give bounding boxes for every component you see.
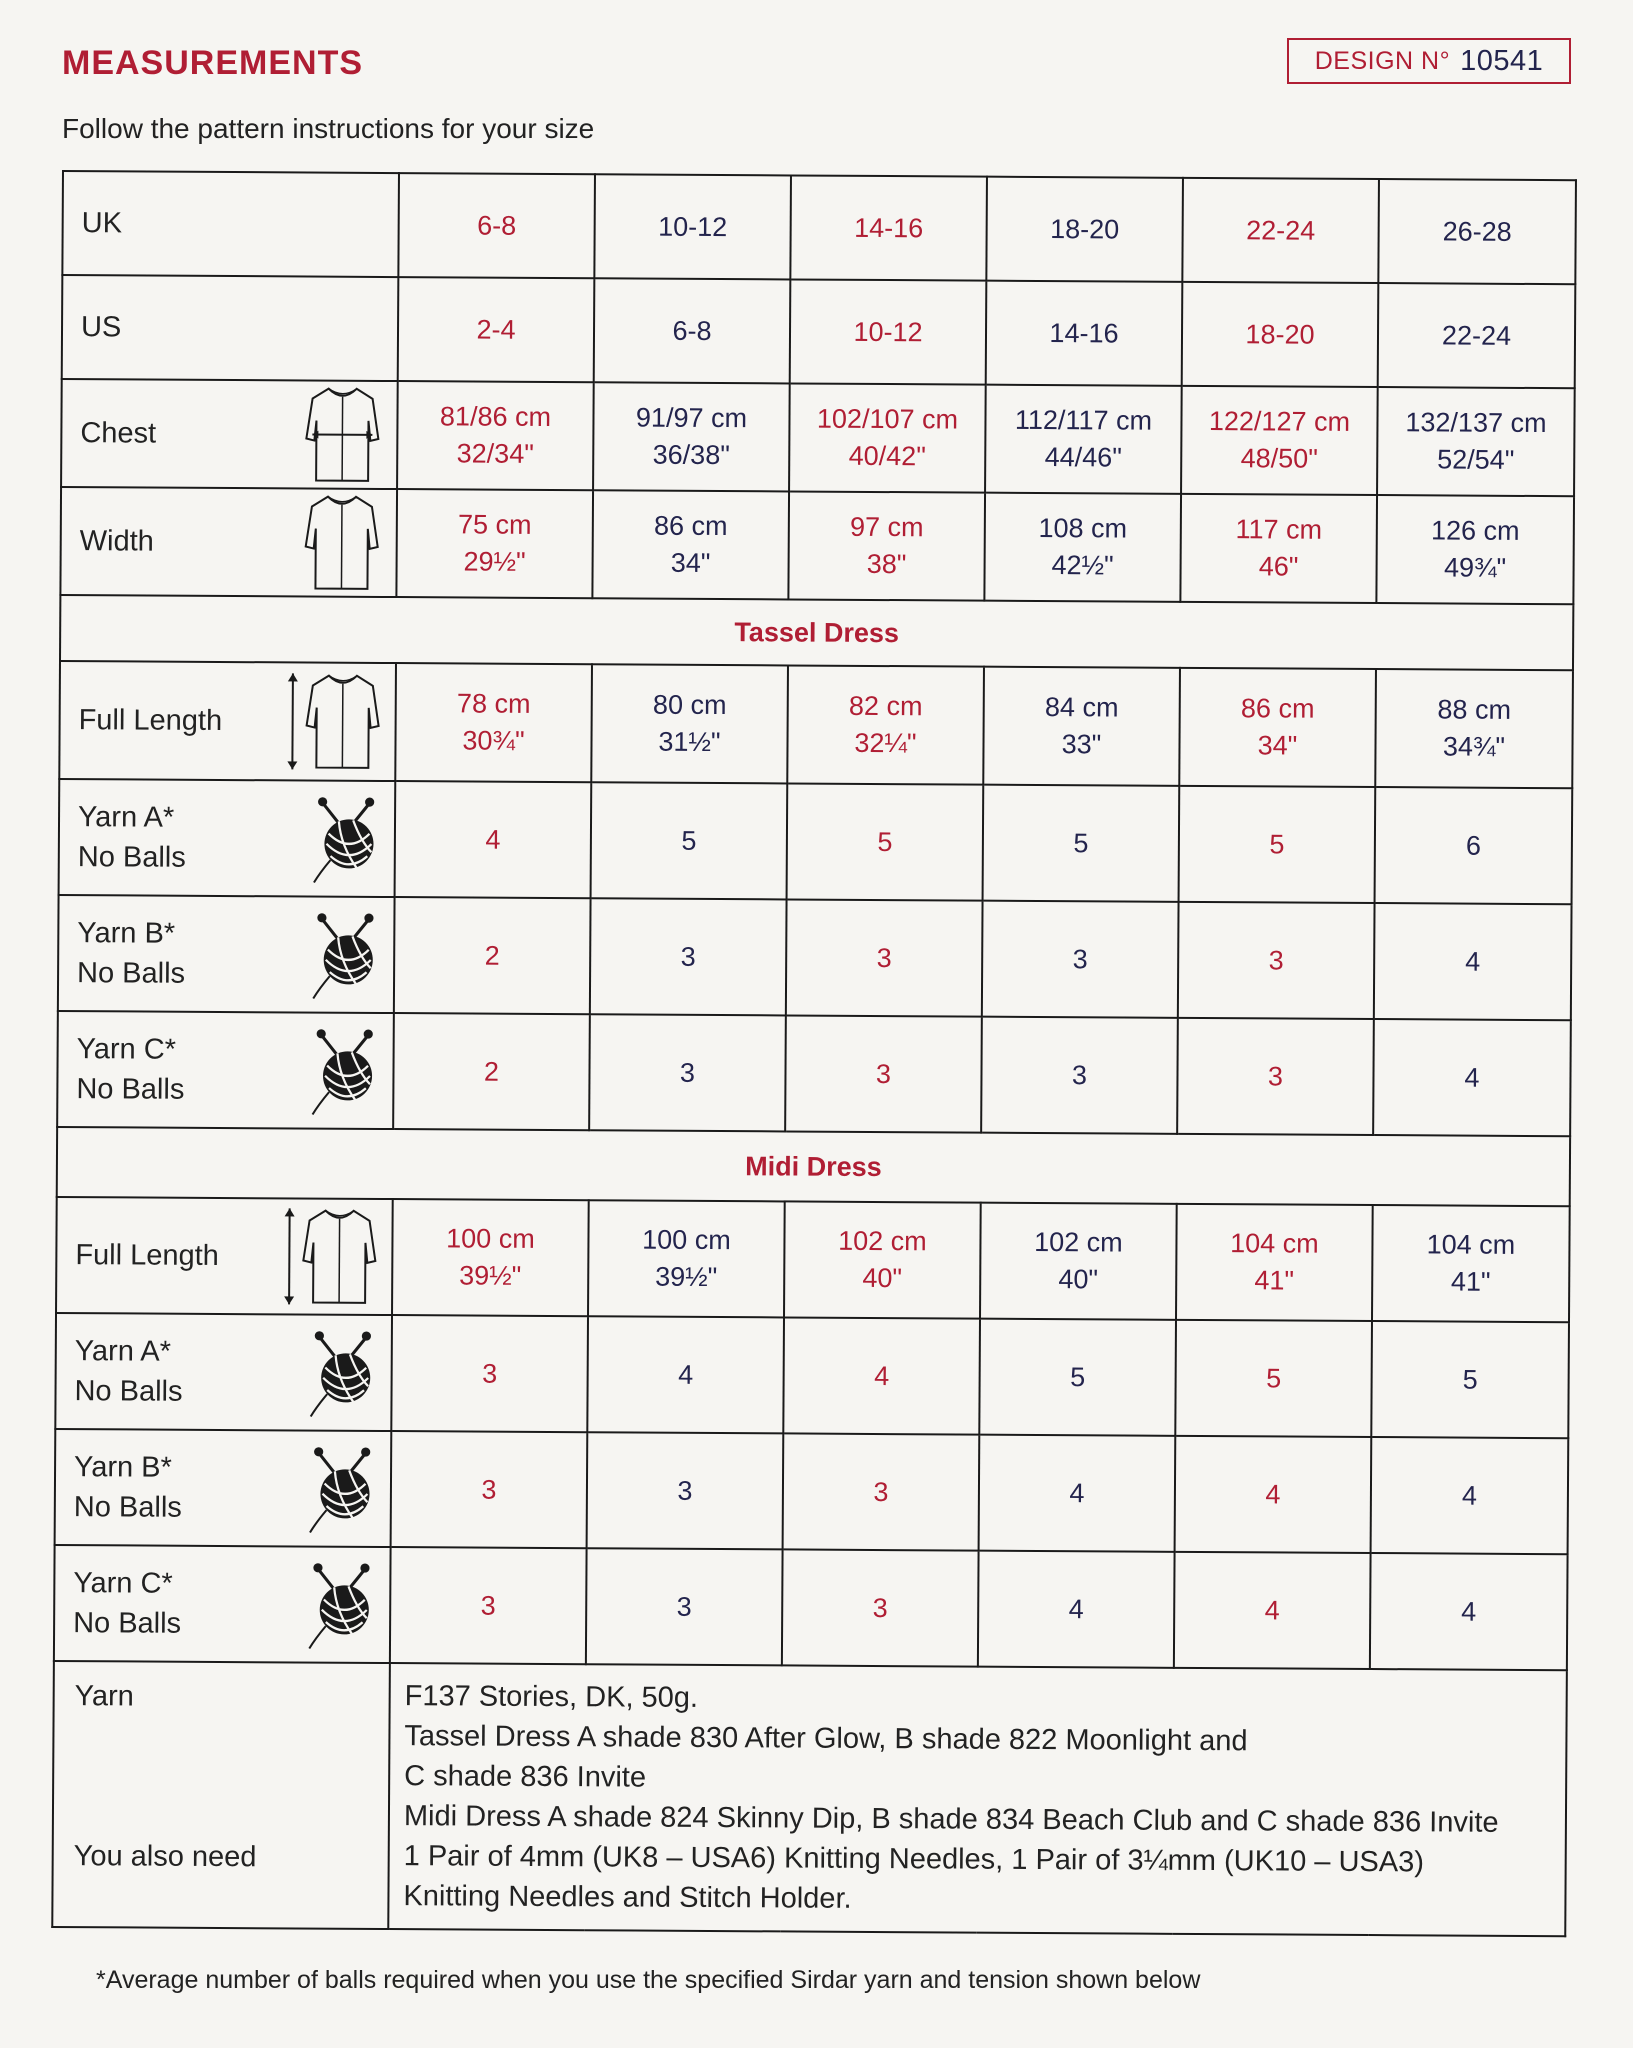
- ball-count-cell: 4: [979, 1435, 1176, 1552]
- yarn-b-label: Yarn B*: [77, 917, 176, 950]
- ball-count-cell: 3: [785, 1015, 982, 1132]
- uk-row: [62, 171, 1576, 284]
- us-size-cell: 10-12: [790, 279, 987, 384]
- tassel-length-cm: 78 cm: [456, 688, 531, 719]
- chest-in: 44/46": [1044, 442, 1122, 473]
- chest-cm: 132/137 cm: [1405, 407, 1547, 439]
- width-cm: 117 cm: [1235, 514, 1323, 545]
- chest-cm: 91/97 cm: [635, 402, 748, 434]
- tassel-length-cm: 84 cm: [1044, 692, 1119, 723]
- ball-count-cell: 2: [394, 897, 591, 1014]
- midi-length-in: 40": [862, 1262, 903, 1294]
- width-garment-icon: [299, 492, 384, 593]
- ball-count-cell: 4: [1174, 1552, 1371, 1669]
- ball-count-cell: 2: [393, 1013, 590, 1130]
- us-size-cell: 14-16: [986, 281, 1183, 386]
- chest-in: 36/38": [652, 439, 730, 471]
- midi-length-label: Full Length: [75, 1239, 219, 1272]
- uk-size-cell: 18-20: [986, 177, 1183, 282]
- length-garment-icon: [279, 1204, 380, 1309]
- tassel-length-cm: 86 cm: [1240, 693, 1315, 724]
- no-balls-label: No Balls: [73, 1491, 182, 1524]
- tassel-dress-heading: Tassel Dress: [60, 595, 1573, 670]
- midi-yarn-c-row: [54, 1545, 1568, 1670]
- tassel-length-label: Full Length: [78, 704, 223, 737]
- midi-length-cm: 100 cm: [446, 1223, 535, 1254]
- no-balls-label: No Balls: [76, 1073, 185, 1106]
- ball-count-cell: 3: [786, 899, 983, 1016]
- midi-length-in: 40": [1058, 1264, 1099, 1295]
- ball-count-cell: 3: [391, 1315, 588, 1432]
- tassel-length-cm: 80 cm: [652, 689, 727, 721]
- also-need-label: You also need: [73, 1840, 257, 1874]
- us-size-cell: 2-4: [398, 277, 595, 382]
- midi-length-cm: 102 cm: [1034, 1226, 1123, 1258]
- ball-count-cell: 3: [783, 1433, 980, 1550]
- midi-length-in: 41": [1450, 1266, 1491, 1297]
- us-size-cell: 18-20: [1182, 282, 1379, 387]
- tassel-yarn-c-row: [57, 1011, 1571, 1136]
- chest-cm: 122/127 cm: [1208, 406, 1351, 437]
- length-garment-icon: [282, 669, 383, 774]
- chest-in: 48/50": [1240, 443, 1318, 474]
- ball-count-cell: 4: [978, 1551, 1175, 1668]
- uk-size-cell: 22-24: [1182, 178, 1379, 283]
- materials-line: Tassel Dress A shade 830 After Glow, B shade 822 Moonlight and: [404, 1720, 1248, 1758]
- ball-count-cell: 3: [782, 1549, 979, 1666]
- tassel-yarn-a-row: [59, 779, 1573, 904]
- midi-length-in: 39½": [655, 1261, 718, 1293]
- midi-section-row: [57, 1127, 1570, 1206]
- ball-count-cell: 3: [589, 1014, 786, 1131]
- chest-cm: 102/107 cm: [816, 403, 959, 435]
- chest-in: 32/34": [456, 438, 534, 469]
- ball-count-cell: 3: [587, 1432, 784, 1549]
- us-label: US: [62, 275, 399, 381]
- ball-count-cell: 4: [1371, 1437, 1569, 1554]
- tassel-length-cm: 82 cm: [848, 690, 923, 722]
- chest-label: Chest: [80, 417, 157, 450]
- no-balls-label: No Balls: [76, 957, 186, 990]
- materials-line: Knitting Needles and Stitch Holder.: [403, 1880, 852, 1915]
- ball-count-cell: 5: [1371, 1321, 1569, 1438]
- yarn-label: Yarn: [74, 1680, 134, 1713]
- tassel-yarn-b-row: [58, 895, 1572, 1020]
- ball-count-cell: 5: [983, 785, 1180, 902]
- no-balls-label: No Balls: [77, 841, 186, 874]
- width-in: 29½": [463, 546, 526, 577]
- tassel-length-in: 34": [1257, 730, 1298, 761]
- yarn-ball-icon: [305, 1559, 378, 1651]
- design-number-box: [1287, 38, 1571, 84]
- tassel-length-row: [59, 661, 1573, 788]
- tassel-length-in: 31½": [658, 726, 721, 758]
- page-title: MEASUREMENTS: [62, 44, 364, 82]
- width-cm: 97 cm: [849, 511, 924, 543]
- chest-in: 40/42": [848, 440, 926, 472]
- ball-count-cell: 5: [591, 782, 788, 899]
- tassel-length-in: 30¾": [462, 725, 525, 756]
- chest-in: 52/54": [1437, 444, 1515, 475]
- yarn-a-label: Yarn A*: [74, 1335, 172, 1368]
- width-cm: 108 cm: [1038, 512, 1128, 544]
- width-row: [60, 487, 1574, 604]
- midi-length-row: [56, 1197, 1570, 1322]
- uk-size-cell: 26-28: [1378, 179, 1576, 284]
- midi-length-in: 41": [1254, 1265, 1295, 1296]
- ball-count-cell: 3: [1177, 1018, 1374, 1135]
- ball-count-cell: 5: [979, 1319, 1176, 1436]
- us-row: [62, 275, 1576, 388]
- chest-garment-icon: [300, 384, 385, 485]
- width-cm: 86 cm: [653, 510, 728, 542]
- chest-cm: 81/86 cm: [439, 401, 552, 432]
- materials-line: C shade 836 Invite: [404, 1760, 647, 1794]
- materials-row: [52, 1661, 1567, 1936]
- us-size-cell: 6-8: [594, 278, 791, 383]
- tassel-length-in: 33": [1061, 729, 1102, 760]
- no-balls-label: No Balls: [73, 1607, 182, 1640]
- ball-count-cell: 3: [590, 898, 787, 1015]
- midi-length-cm: 104 cm: [1230, 1228, 1319, 1259]
- uk-size-cell: 6-8: [398, 173, 595, 278]
- ball-count-cell: 3: [1178, 902, 1375, 1019]
- footnote: *Average number of balls required when you use the specified Sirdar yarn and tension shown below: [96, 1966, 1201, 1994]
- uk-size-cell: 14-16: [790, 175, 987, 280]
- midi-length-cm: 102 cm: [838, 1225, 927, 1257]
- ball-count-cell: 6: [1375, 787, 1573, 904]
- midi-length-in: 39½": [459, 1260, 522, 1291]
- width-in: 38": [866, 548, 907, 580]
- ball-count-cell: 3: [391, 1431, 588, 1548]
- design-number: 10541: [1460, 44, 1544, 77]
- ball-count-cell: 4: [1373, 1019, 1571, 1136]
- midi-length-cm: 100 cm: [642, 1224, 731, 1256]
- tassel-length-cm: 88 cm: [1437, 694, 1512, 725]
- ball-count-cell: 3: [586, 1548, 783, 1665]
- width-in: 46": [1258, 551, 1299, 582]
- ball-count-cell: 4: [1374, 903, 1572, 1020]
- chest-cm: 112/117 cm: [1014, 404, 1153, 436]
- yarn-a-label: Yarn A*: [77, 801, 175, 834]
- tassel-length-in: 32¼": [854, 727, 917, 759]
- yarn-c-label: Yarn C*: [73, 1567, 173, 1600]
- tassel-section-row: [60, 595, 1573, 670]
- yarn-ball-icon: [306, 1327, 379, 1419]
- page-subtitle: Follow the pattern instructions for your size: [62, 113, 595, 144]
- chest-row: [61, 379, 1575, 496]
- width-cm: 75 cm: [457, 509, 532, 540]
- ball-count-cell: 4: [1175, 1436, 1372, 1553]
- materials-line: 1 Pair of 4mm (UK8 – USA6) Knitting Needles, 1 Pair of 3¼mm (UK10 – USA3): [403, 1840, 1425, 1879]
- yarn-c-label: Yarn C*: [76, 1033, 177, 1066]
- uk-label: UK: [62, 171, 399, 277]
- midi-dress-heading: Midi Dress: [57, 1127, 1570, 1206]
- width-cm: 126 cm: [1430, 515, 1520, 546]
- width-label: Width: [79, 525, 154, 558]
- no-balls-label: No Balls: [74, 1375, 183, 1408]
- ball-count-cell: 4: [1370, 1553, 1568, 1670]
- yarn-b-label: Yarn B*: [73, 1451, 172, 1484]
- ball-count-cell: 5: [787, 783, 984, 900]
- ball-count-cell: 3: [390, 1547, 587, 1664]
- tassel-length-in: 34¾": [1442, 731, 1506, 762]
- materials-line: Midi Dress A shade 824 Skinny Dip, B shade 834 Beach Club and C shade 836 Invite: [403, 1800, 1499, 1839]
- midi-length-cm: 104 cm: [1426, 1229, 1516, 1260]
- measurements-table: [51, 170, 1577, 1937]
- yarn-ball-icon: [306, 1443, 379, 1535]
- yarn-ball-icon: [308, 1025, 381, 1117]
- ball-count-cell: 4: [395, 781, 592, 898]
- midi-yarn-b-row: [55, 1429, 1569, 1554]
- yarn-ball-icon: [309, 909, 382, 1001]
- width-in: 49¾": [1443, 552, 1507, 583]
- ball-count-cell: 4: [587, 1316, 784, 1433]
- width-in: 42½": [1051, 550, 1114, 581]
- ball-count-cell: 5: [1179, 786, 1376, 903]
- ball-count-cell: 4: [783, 1317, 980, 1434]
- ball-count-cell: 3: [981, 1017, 1178, 1134]
- ball-count-cell: 3: [982, 901, 1179, 1018]
- design-label: DESIGN N°: [1314, 46, 1451, 75]
- us-size-cell: 22-24: [1378, 283, 1576, 388]
- midi-yarn-a-row: [55, 1313, 1569, 1438]
- yarn-ball-icon: [310, 793, 383, 885]
- ball-count-cell: 5: [1175, 1320, 1372, 1437]
- uk-size-cell: 10-12: [594, 174, 791, 279]
- materials-line: F137 Stories, DK, 50g.: [404, 1680, 699, 1714]
- width-in: 34": [670, 547, 711, 578]
